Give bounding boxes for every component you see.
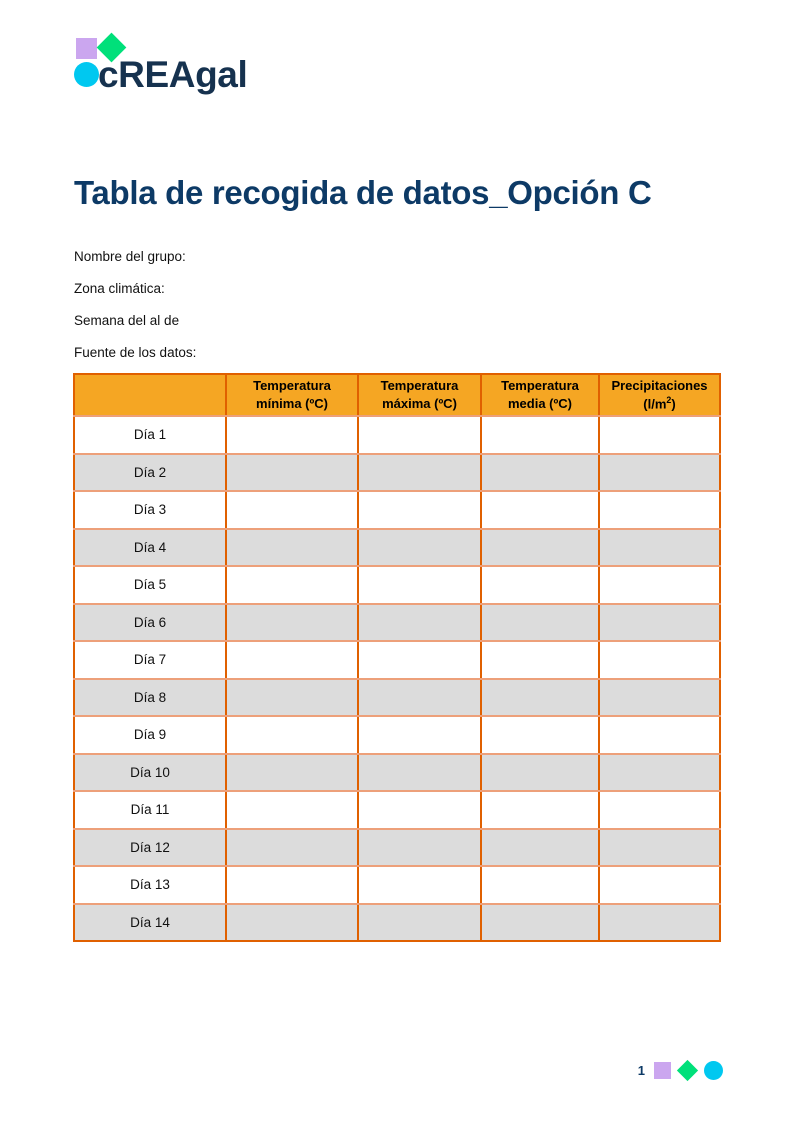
column-header-temp-max-line1: Temperatura [380, 378, 459, 394]
meta-line-data-source: Fuente de los datos: [74, 345, 197, 360]
table-row [74, 904, 720, 942]
input-cell-tmed[interactable] [481, 829, 599, 867]
day-label-cell: Día 2 [74, 454, 226, 492]
input-cell-tmin[interactable] [226, 454, 358, 492]
input-cell-tmin[interactable] [226, 679, 358, 717]
column-header-temp-max [358, 374, 481, 416]
input-cell-prec[interactable] [599, 529, 720, 567]
input-cell-tmax[interactable] [358, 529, 481, 567]
input-cell-tmed[interactable] [481, 491, 599, 529]
table-row [74, 829, 720, 867]
input-cell-tmax[interactable] [358, 566, 481, 604]
input-cell-tmax[interactable] [358, 754, 481, 792]
page-title: Tabla de recogida de datos_Opción C [74, 174, 652, 212]
input-cell-tmin[interactable] [226, 491, 358, 529]
column-header-precipitation-unit-sup: 2 [666, 394, 672, 405]
input-cell-prec[interactable] [599, 491, 720, 529]
brand-name: cREAgal [98, 54, 248, 95]
column-header-temp-min [226, 374, 358, 416]
footer-cyan-circle-icon [704, 1061, 723, 1080]
column-header-temp-min-line1: Temperatura [253, 378, 331, 394]
day-label-cell: Día 7 [74, 641, 226, 679]
input-cell-tmed[interactable] [481, 454, 599, 492]
table-row [74, 641, 720, 679]
input-cell-tmax[interactable] [358, 416, 481, 454]
input-cell-tmax[interactable] [358, 454, 481, 492]
input-cell-tmed[interactable] [481, 416, 599, 454]
day-label-cell: Día 11 [74, 791, 226, 829]
input-cell-tmin[interactable] [226, 641, 358, 679]
column-header-temp-mean-line2: media (ºC) [508, 396, 572, 411]
table-row [74, 604, 720, 642]
input-cell-tmax[interactable] [358, 641, 481, 679]
day-label-cell: Día 5 [74, 566, 226, 604]
footer-green-diamond-icon [677, 1059, 698, 1080]
input-cell-prec[interactable] [599, 454, 720, 492]
input-cell-tmax[interactable] [358, 829, 481, 867]
purple-square-icon [76, 38, 97, 59]
data-collection-table [73, 373, 721, 942]
input-cell-prec[interactable] [599, 754, 720, 792]
page-number: 1 [637, 1062, 645, 1078]
input-cell-tmax[interactable] [358, 679, 481, 717]
input-cell-tmed[interactable] [481, 866, 599, 904]
table-row [74, 791, 720, 829]
input-cell-tmax[interactable] [358, 716, 481, 754]
input-cell-tmed[interactable] [481, 641, 599, 679]
input-cell-tmin[interactable] [226, 529, 358, 567]
column-header-temp-max-line2: máxima (ºC) [382, 396, 457, 411]
table-row [74, 679, 720, 717]
input-cell-prec[interactable] [599, 604, 720, 642]
column-header-precipitation [599, 374, 720, 416]
day-label-cell: Día 10 [74, 754, 226, 792]
input-cell-prec[interactable] [599, 679, 720, 717]
input-cell-tmax[interactable] [358, 791, 481, 829]
table-row [74, 866, 720, 904]
input-cell-tmed[interactable] [481, 529, 599, 567]
input-cell-prec[interactable] [599, 904, 720, 942]
page-footer [0, 1057, 795, 1087]
input-cell-tmed[interactable] [481, 716, 599, 754]
day-label-cell: Día 4 [74, 529, 226, 567]
table-row [74, 566, 720, 604]
table-row [74, 716, 720, 754]
input-cell-tmin[interactable] [226, 866, 358, 904]
input-cell-prec[interactable] [599, 566, 720, 604]
cyan-circle-icon [74, 62, 99, 87]
footer-purple-square-icon [654, 1062, 671, 1079]
input-cell-prec[interactable] [599, 866, 720, 904]
logo-marks [72, 34, 248, 95]
input-cell-prec[interactable] [599, 716, 720, 754]
column-header-precipitation-unit-pre: (l/m [643, 396, 667, 412]
day-label-cell: Día 14 [74, 904, 226, 942]
day-label-cell: Día 9 [74, 716, 226, 754]
input-cell-tmed[interactable] [481, 604, 599, 642]
day-label-cell: Día 12 [74, 829, 226, 867]
day-label-cell: Día 8 [74, 679, 226, 717]
column-header-precipitation-unit-post: ) [671, 396, 676, 412]
meta-line-group-name: Nombre del grupo: [74, 249, 186, 264]
input-cell-tmax[interactable] [358, 604, 481, 642]
day-label-cell: Día 1 [74, 416, 226, 454]
input-cell-tmin[interactable] [226, 904, 358, 942]
input-cell-tmin[interactable] [226, 416, 358, 454]
input-cell-prec[interactable] [599, 791, 720, 829]
table-row [74, 754, 720, 792]
input-cell-tmin[interactable] [226, 791, 358, 829]
input-cell-tmin[interactable] [226, 829, 358, 867]
input-cell-tmed[interactable] [481, 754, 599, 792]
day-label-cell: Día 6 [74, 604, 226, 642]
table-row [74, 454, 720, 492]
day-label-cell: Día 13 [74, 866, 226, 904]
input-cell-prec[interactable] [599, 416, 720, 454]
table-row [74, 416, 720, 454]
column-header-temp-min-line2: mínima (ºC) [256, 396, 328, 411]
input-cell-tmax[interactable] [358, 491, 481, 529]
metadata-fields [74, 250, 574, 378]
day-label-cell: Día 3 [74, 491, 226, 529]
input-cell-tmax[interactable] [358, 866, 481, 904]
brand-logo [72, 30, 248, 95]
input-cell-tmed[interactable] [481, 791, 599, 829]
input-cell-tmax[interactable] [358, 904, 481, 942]
meta-line-climate-zone: Zona climática: [74, 281, 165, 296]
table-header [74, 374, 720, 416]
input-cell-prec[interactable] [599, 641, 720, 679]
column-header-precipitation-line1: Precipitaciones [611, 378, 708, 394]
column-header-day [74, 374, 226, 416]
input-cell-tmed[interactable] [481, 904, 599, 942]
input-cell-tmin[interactable] [226, 716, 358, 754]
input-cell-prec[interactable] [599, 829, 720, 867]
table-header-row [74, 374, 720, 416]
table-row [74, 529, 720, 567]
input-cell-tmed[interactable] [481, 679, 599, 717]
table-row [74, 491, 720, 529]
meta-line-week-range: Semana del al de [74, 313, 180, 328]
column-header-temp-mean [481, 374, 599, 416]
input-cell-tmin[interactable] [226, 604, 358, 642]
input-cell-tmin[interactable] [226, 754, 358, 792]
input-cell-tmin[interactable] [226, 566, 358, 604]
table-body [74, 416, 720, 941]
column-header-temp-mean-line1: Temperatura [501, 378, 579, 394]
input-cell-tmed[interactable] [481, 566, 599, 604]
footer-content [638, 1057, 723, 1083]
